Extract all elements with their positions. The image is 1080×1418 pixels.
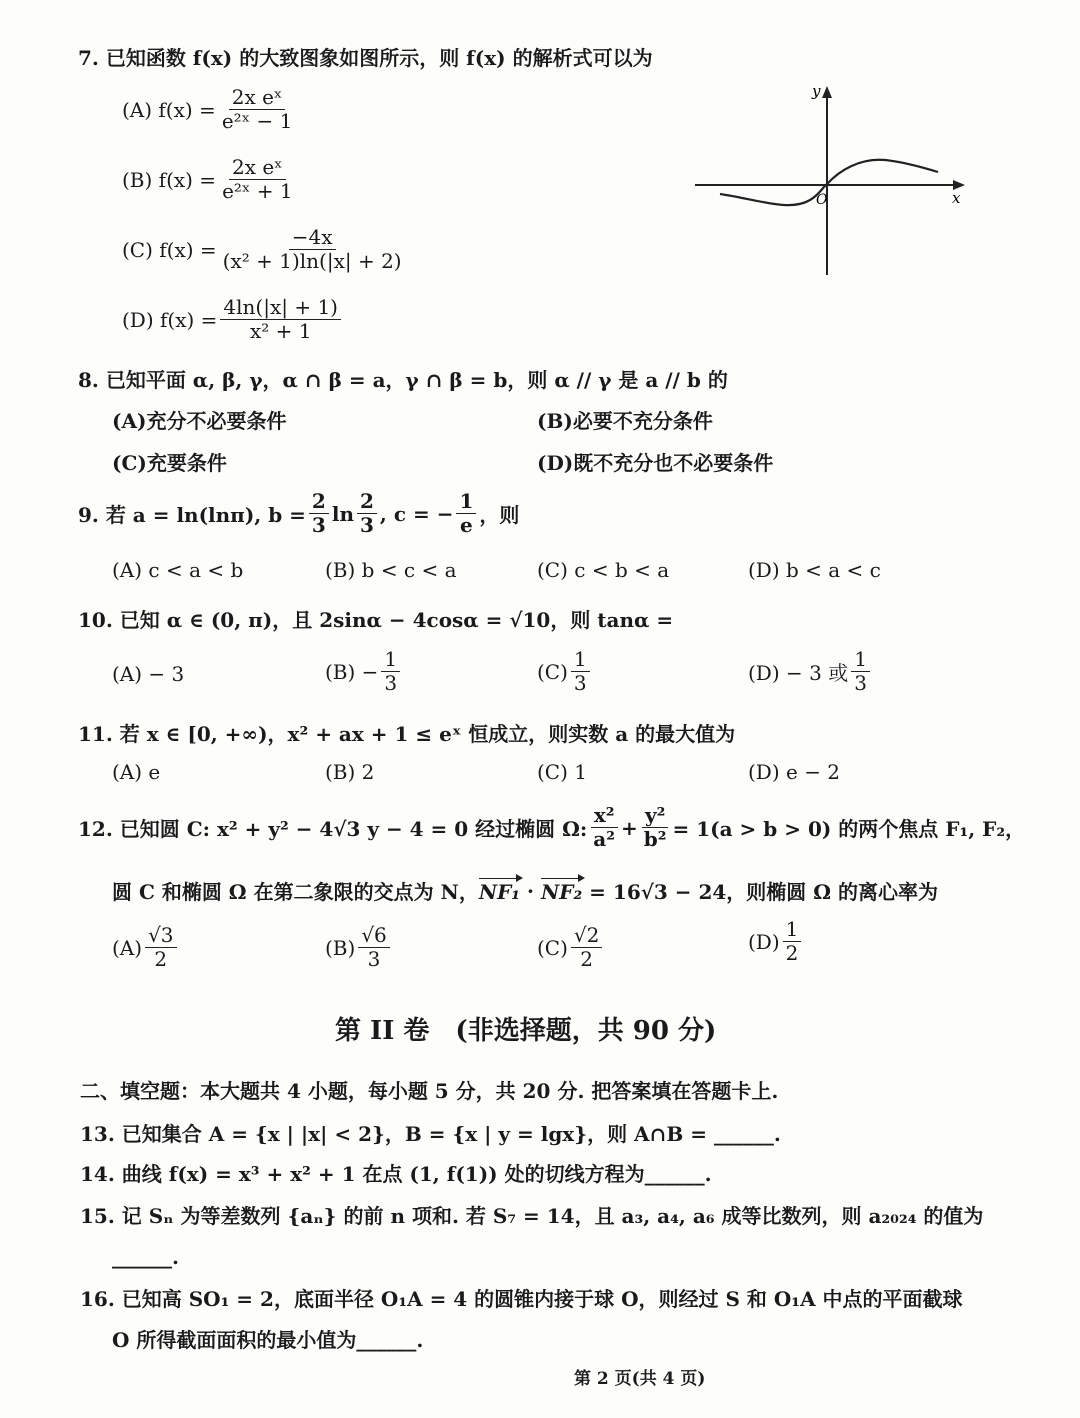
q11-option-b: (B) 2	[325, 760, 375, 784]
fraction	[590, 804, 618, 851]
numerator: 1	[381, 648, 400, 672]
numerator: y²	[642, 804, 668, 828]
q8-option-d: (D)既不充分也不必要条件	[537, 451, 774, 475]
q12-text: +	[621, 815, 638, 840]
q16-line1: 16. 已知高 SO₁ = 2，底面半径 O₁A = 4 的圆锥内接于球 O，则经过 S 和 O₁A 中点的平面截球	[80, 1287, 963, 1311]
q12-option-d	[748, 918, 804, 965]
option-label: (D) − 3 或	[748, 661, 849, 685]
q13-text: 13. 已知集合 A = {x | |x| < 2}，B = {x | y = lgx}，则 A∩B = ______.	[80, 1122, 781, 1146]
fraction	[851, 648, 870, 695]
q9-text: , c = −	[379, 501, 454, 526]
denominator: 2	[580, 947, 594, 971]
q9-option-b: (B) b < c < a	[325, 558, 457, 582]
fraction	[641, 804, 670, 851]
fraction	[219, 86, 296, 133]
q10-option-b	[325, 648, 403, 695]
denominator: 3	[311, 513, 326, 537]
q9-text: 9. 若 a = ln(lnπ), b =	[78, 503, 306, 527]
q12-stem-line1	[78, 804, 1025, 851]
numerator: √3	[145, 924, 176, 948]
q12-text: 12. 已知圆 C: x² + y² − 4√3 y − 4 = 0 经过椭圆 Ω:	[78, 817, 588, 841]
numerator: 2x eˣ	[229, 86, 286, 110]
q12-option-b	[325, 924, 393, 971]
fraction	[456, 490, 476, 537]
y-axis-arrow-icon	[822, 86, 832, 98]
q12-option-a	[112, 924, 180, 971]
numerator: x²	[591, 804, 618, 828]
option-label: (D) f(x) =	[122, 307, 218, 332]
option-label: (C)	[537, 935, 568, 960]
option-label: (A) − 3	[112, 662, 185, 686]
q15-line1: 15. 记 Sₙ 为等差数列 {aₙ} 的前 n 项和. 若 S₇ = 14，且 a₃, a₄, a₆ 成等比数列，则 a₂₀₂₄ 的值为	[80, 1204, 984, 1228]
denominator: 3	[573, 671, 587, 695]
option-label: (A) f(x) =	[122, 97, 216, 122]
numerator: √2	[571, 924, 602, 948]
fraction	[219, 156, 296, 203]
fraction	[220, 226, 405, 273]
denominator: 3	[367, 947, 381, 971]
denominator: 3	[854, 671, 867, 695]
q11-stem: 11. 若 x ∈ [0, +∞)，x² + ax + 1 ≤ eˣ 恒成立，则实数 a 的最大值为	[78, 722, 736, 746]
q11-option-c: (C) 1	[537, 760, 587, 784]
q7-option-a	[122, 86, 298, 133]
denominator: 2	[785, 941, 799, 965]
fraction	[358, 924, 389, 971]
q8-option-c: (C)充要条件	[112, 451, 227, 475]
numerator: 1	[571, 648, 590, 672]
q9-option-c: (C) c < b < a	[537, 558, 670, 582]
q12-option-c	[537, 924, 605, 971]
page-footer: 第 2 页(共 4 页)	[574, 1369, 706, 1389]
numerator: 1	[456, 490, 476, 514]
q11-option-a: (A) e	[112, 760, 161, 784]
fraction	[309, 490, 329, 537]
q12-text: ·	[520, 878, 541, 903]
vector-nf2: NF₂	[540, 879, 583, 904]
denominator: e²ˣ + 1	[222, 179, 293, 203]
q9-option-a: (A) c < a < b	[112, 558, 244, 582]
option-label: (C) f(x) =	[122, 237, 217, 262]
vector-nf1: NF₁	[478, 879, 521, 904]
q10-stem: 10. 已知 α ∈ (0, π)，且 2sinα − 4cosα = √10，则 tanα =	[78, 608, 674, 632]
denominator: e	[460, 513, 473, 537]
q12-text: 圆 C 和椭圆 Ω 在第二象限的交点为 N，	[112, 880, 479, 904]
q11-option-d: (D) e − 2	[748, 760, 841, 784]
option-label: (B) −	[325, 659, 379, 684]
q7-function-graph	[690, 80, 980, 280]
q8-option-a: (A)充分不必要条件	[112, 409, 287, 433]
numerator: −4x	[289, 226, 336, 250]
part2-title: 第 II 卷 (非选择题，共 90 分)	[335, 1016, 717, 1046]
numerator: 1	[851, 648, 870, 672]
function-curve	[720, 160, 938, 205]
fraction	[220, 296, 341, 343]
fraction	[145, 924, 176, 971]
numerator: 4ln(|x| + 1)	[220, 296, 341, 320]
denominator: (x² + 1)ln(|x| + 2)	[222, 249, 402, 273]
q14-text: 14. 曲线 f(x) = x³ + x² + 1 在点 (1, f(1)) 处的切线方程为______.	[80, 1162, 712, 1186]
option-label: (B)	[325, 935, 356, 960]
option-label: (C)	[537, 659, 568, 684]
fraction	[571, 924, 602, 971]
x-axis-label: x	[952, 189, 961, 207]
fraction	[571, 648, 590, 695]
q8-stem: 8. 已知平面 α, β, γ，α ∩ β = a，γ ∩ β = b，则 α // γ 是 a // b 的	[78, 368, 728, 392]
fraction	[381, 648, 400, 695]
q9-text: ，则	[479, 503, 520, 527]
numerator: √6	[358, 924, 389, 948]
numerator: 2	[309, 490, 329, 514]
denominator: x² + 1	[249, 319, 312, 343]
q10-option-c	[537, 648, 593, 695]
q7-option-b	[122, 156, 299, 203]
q10-option-a	[112, 662, 184, 686]
section2-header: 二、填空题：本大题共 4 小题，每小题 5 分，共 20 分. 把答案填在答题卡上.	[80, 1079, 779, 1103]
option-label: (B) f(x) =	[122, 167, 217, 192]
fraction	[357, 490, 377, 537]
q7-option-d	[122, 296, 344, 343]
q12-stem-line2	[112, 876, 938, 905]
denominator: b²	[643, 827, 667, 851]
numerator: 1	[783, 918, 802, 942]
q12-text: = 1(a > b > 0) 的两个焦点 F₁, F₂，	[672, 817, 1026, 841]
denominator: a²	[593, 827, 616, 851]
q9-stem	[78, 490, 519, 537]
fraction	[783, 918, 802, 965]
numerator: 2	[357, 490, 377, 514]
numerator: 2x eˣ	[229, 156, 286, 180]
denominator: e²ˣ − 1	[221, 109, 293, 133]
denominator: 3	[359, 513, 374, 537]
option-label: (D)	[748, 929, 780, 954]
denominator: 2	[154, 947, 168, 971]
q10-option-d	[748, 648, 873, 695]
option-label: (A)	[112, 935, 143, 960]
origin-label: O	[816, 192, 828, 208]
y-axis-label: y	[812, 82, 821, 100]
q7-option-c	[122, 226, 408, 273]
q8-option-b: (B)必要不充分条件	[537, 409, 713, 433]
q12-text: = 16√3 − 24，则椭圆 Ω 的离心率为	[582, 880, 939, 904]
denominator: 3	[384, 671, 398, 695]
q15-line2: ______.	[112, 1245, 179, 1269]
q7-stem: 7. 已知函数 f(x) 的大致图象如图所示，则 f(x) 的解析式可以为	[78, 46, 653, 70]
q9-option-d: (D) b < a < c	[748, 558, 881, 582]
q9-text: ln	[331, 501, 354, 526]
q16-line2: O 所得截面面积的最小值为______.	[112, 1328, 424, 1352]
